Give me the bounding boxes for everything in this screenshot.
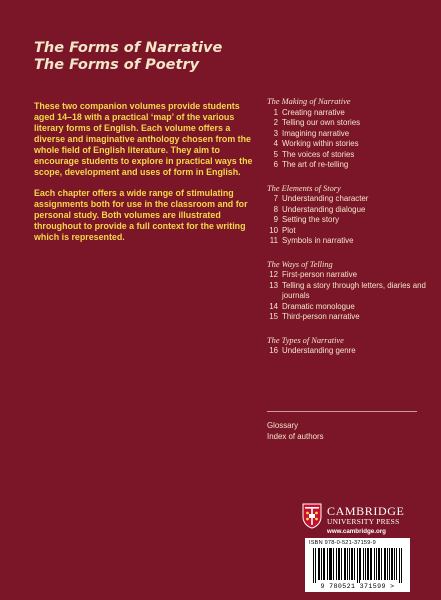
barcode-bar [323,548,324,580]
chapter-title: Creating narrative [282,107,345,117]
barcode-bar [327,548,328,580]
toc-chapter [267,194,427,205]
chapter-number: 10 [269,225,278,235]
glossary-entry: Glossary [267,421,299,430]
toc-chapter [267,205,427,216]
chapter-number: 13 [269,280,278,290]
barcode-bar [324,548,325,580]
barcode-bar [345,548,346,580]
barcode-bar [374,548,375,580]
chapter-number: 15 [269,312,278,321]
barcode-bar [389,548,390,580]
crest-icon [302,503,322,529]
chapter-number: 5 [273,149,278,159]
chapter-title: Understanding dialogue [282,204,366,214]
toc-section [267,260,427,323]
barcode-bar [387,548,388,580]
barcode-bar [399,548,400,583]
chapter-title: The art of re-telling [282,160,349,169]
toc-chapter [267,346,427,357]
barcode-bar [381,548,382,580]
barcode-bar [396,548,397,580]
chapter-title: Plot [282,225,296,235]
barcode-bar [367,548,368,580]
toc-section [267,184,427,247]
barcode [305,538,410,592]
chapter-number: 6 [273,160,278,169]
chapter-title: The voices of stories [282,149,355,159]
barcode-bar [349,548,350,580]
barcode-bar [338,548,339,580]
barcode-bar [339,548,340,580]
barcode-bar [331,548,332,580]
barcode-bar [330,548,331,580]
barcode-bar [333,548,334,580]
description-blurb [34,101,256,253]
chapter-number: 8 [273,204,278,214]
barcode-bar [313,548,314,583]
barcode-bar [351,548,352,580]
chapter-number: 12 [269,270,278,279]
chapter-number: 2 [273,118,278,127]
barcode-bar [391,548,392,580]
barcode-bar [341,548,342,580]
barcode-bar [401,548,402,583]
chapter-number: 3 [273,128,278,138]
toc-section-title: The Ways of Telling [267,259,333,269]
barcode-bar [315,548,316,583]
title-poetry: The Forms of Poetry [34,57,200,73]
toc-chapter [267,160,427,171]
publisher-subtitle: UNIVERSITY PRESS [327,517,400,526]
barcode-bar [336,548,337,580]
barcode-bar [370,548,371,580]
barcode-bars [313,548,402,583]
toc-chapter [267,270,427,281]
chapter-title: First-person narrative [282,270,357,279]
toc-section-title: The Making of Narrative [267,97,351,106]
barcode-bar [365,548,366,580]
barcode-bar [357,548,358,583]
chapter-title: Setting the story [282,215,340,224]
table-of-contents [267,97,427,370]
chapter-title: Working within stories [282,139,359,148]
barcode-bar [344,548,345,580]
toc-chapter [267,139,427,150]
toc-chapter [267,118,427,129]
chapter-title: Telling a story through letters, diaries and journals [282,280,426,300]
chapter-title: Dramatic monologue [282,301,355,311]
chapter-title: Understanding character [282,194,369,203]
barcode-bar [321,548,322,580]
publisher-logo [302,503,422,541]
barcode-bar [379,548,380,580]
toc-chapter [267,302,427,313]
chapter-title: Symbols in narrative [282,236,354,245]
publisher-url: www.cambridge.org [327,528,386,535]
toc-chapter [267,236,427,247]
chapter-number: 1 [273,107,278,117]
barcode-bar [384,548,385,580]
chapter-number: 9 [273,215,278,224]
index-entry: Index of authors [267,432,324,441]
toc-section [267,97,427,171]
barcode-bar [376,548,377,580]
chapter-title: Telling our own stories [282,118,361,127]
barcode-bar [347,548,348,580]
chapter-number: 11 [269,236,278,245]
blurb-paragraph: Each chapter offers a wide range of stimulating assignments both for use in the classroom and for personal study. Both volumes are illustrated throughout to provide a full context for the writing which is represented. [34,188,248,242]
publisher-name: CAMBRIDGE [327,504,405,518]
chapter-number: 14 [269,301,278,311]
toc-section-title: The Elements of Story [267,183,341,193]
toc-section [267,336,427,357]
chapter-title: Understanding genre [282,346,356,355]
toc-chapter [267,108,427,119]
chapter-number: 7 [273,194,278,203]
title-narrative: The Forms of Narrative [34,40,223,56]
chapter-number: 16 [269,346,278,355]
chapter-title: Third-person narrative [282,312,360,321]
barcode-bar [385,548,386,580]
barcode-bar [378,548,379,580]
series-titles [34,40,222,74]
barcode-bar [352,548,353,580]
toc-chapter [267,215,427,226]
barcode-bar [368,548,369,580]
toc-section-title: The Types of Narrative [267,335,344,345]
toc-chapter [267,150,427,161]
barcode-bar [319,548,320,580]
barcode-digits: 9 780521 371599 > [320,583,395,590]
barcode-bar [363,548,364,580]
barcode-bar [360,548,361,580]
barcode-bar [354,548,355,580]
divider [267,411,417,412]
isbn-label: ISBN 978-0-521-37159-9 [309,540,376,546]
barcode-bar [394,548,395,580]
toc-chapter [267,281,427,302]
toc-chapter [267,312,427,323]
toc-chapter [267,129,427,140]
barcode-bar [392,548,393,580]
barcode-bar [318,548,319,580]
back-matter-list [267,420,324,442]
toc-chapter [267,226,427,237]
blurb-paragraph: These two companion volumes provide students aged 14–18 with a practical ‘map’ of the various literary forms of English. Each volume offers a diverse and imaginative anthology chosen from the whole field of English literature. They aim to encourage students to explore in practical ways the scope, development and uses of form in English. [34,101,253,177]
barcode-bar [329,548,330,580]
barcode-bar [359,548,360,583]
barcode-bar [371,548,372,580]
chapter-title: Imagining narrative [282,128,350,138]
chapter-number: 4 [273,139,278,148]
